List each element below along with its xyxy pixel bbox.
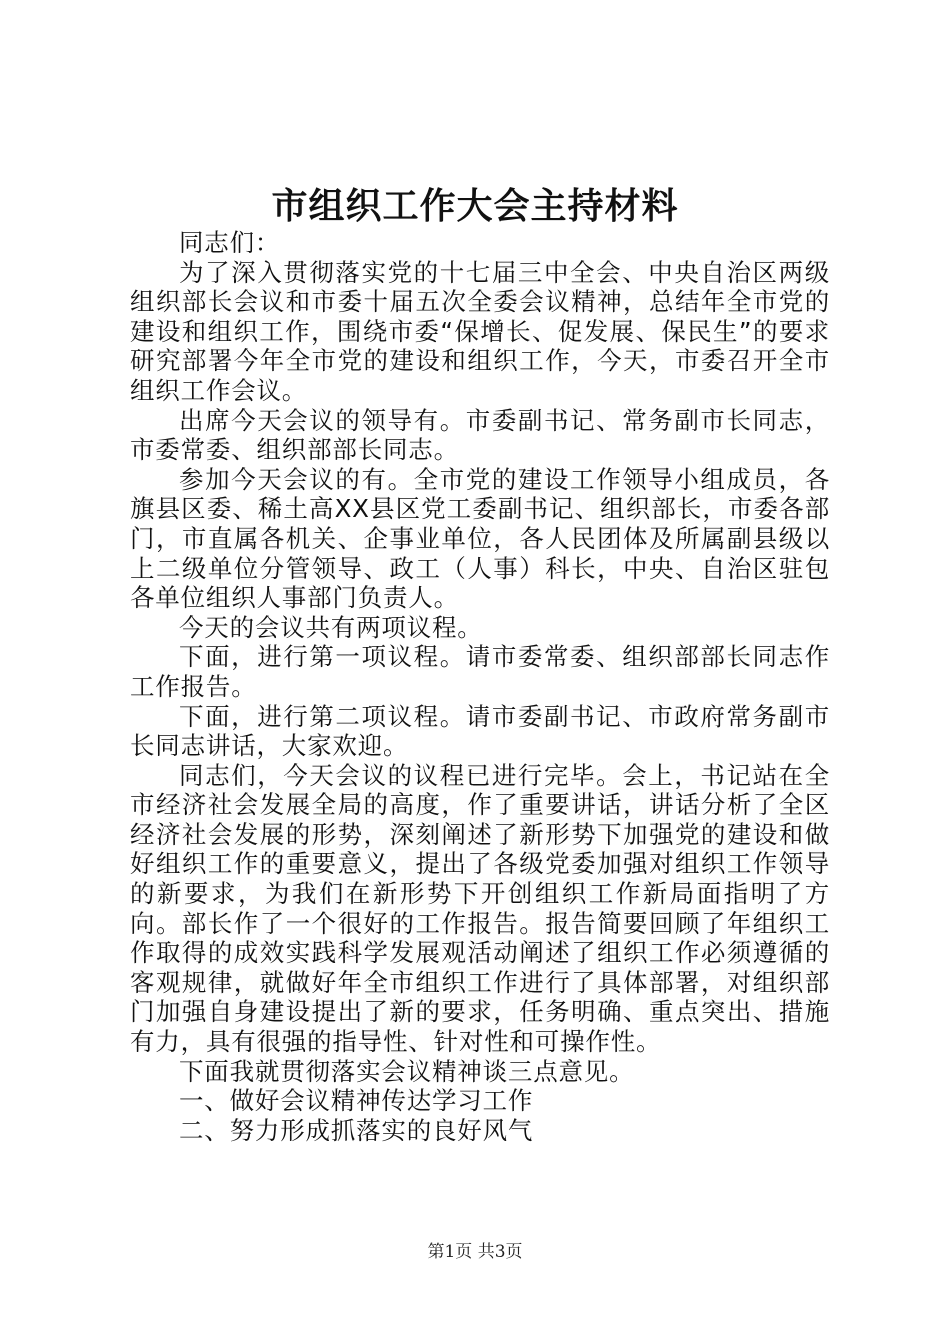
body-paragraph: 今天的会议共有两项议程。: [179, 612, 483, 642]
body-paragraph: 下面，进行第一项议程。请市委常委、组织部部长同志作工作报告。: [130, 642, 830, 701]
body-paragraph: 参加今天会议的有。全市党的建设工作领导小组成员，各旗县区委、稀土高XX县区党工委副书记、组织部长，市委各部门，市直属各机关、企事业单位，各人民团体及所属副县级以上二级单位分管领导、政工（人事）科长，中央、自治区驻包各单位组织人事部门负责人。: [130, 464, 830, 613]
body-paragraph: 同志们，今天会议的议程已进行完毕。会上，书记站在全市经济社会发展全局的高度，作了重要讲话，讲话分析了全区经济社会发展的形势，深刻阐述了新形势下加强党的建设和做好组织工作的重要意义，提出了各级党委加强对组织工作领导的新要求，为我们在新形势下开创组织工作新局面指明了方向。部长作了一个很好的工作报告。报告简要回顾了年组织工作取得的成效实践科学发展观活动阐述了组织工作必须遵循的客观规律，就做好年全市组织工作进行了具体部署，对组织部门加强自身建设提出了新的要求，任务明确、重点突出、措施有力，具有很强的指导性、针对性和可操作性。: [130, 760, 830, 1057]
list-item-heading: 一、做好会议精神传达学习工作: [179, 1086, 534, 1116]
body-paragraph: 出席今天会议的领导有。市委副书记、常务副市长同志，市委常委、组织部部长同志。: [130, 405, 830, 465]
page-title: 市组织工作大会主持材料: [271, 185, 679, 227]
greeting-paragraph: 同志们：: [179, 228, 281, 257]
body-paragraph: 下面，进行第二项议程。请市委副书记、市政府常务副市长同志讲话，大家欢迎。: [130, 701, 830, 761]
page-number-footer: 第1页 共3页: [427, 1242, 523, 1262]
body-paragraph: 下面我就贯彻落实会议精神谈三点意见。: [179, 1056, 635, 1086]
list-item-heading: 二、努力形成抓落实的良好风气: [179, 1115, 534, 1145]
body-paragraph: 为了深入贯彻落实党的十七届三中全会、中央自治区两级组织部长会议和市委十届五次全委会议精神，总结年全市党的建设和组织工作，围绕市委“保增长、促发展、保民生”的要求研究部署今年全市党的建设和组织工作，今天，市委召开全市组织工作会议。: [130, 257, 830, 405]
document-body: [130, 228, 830, 1145]
